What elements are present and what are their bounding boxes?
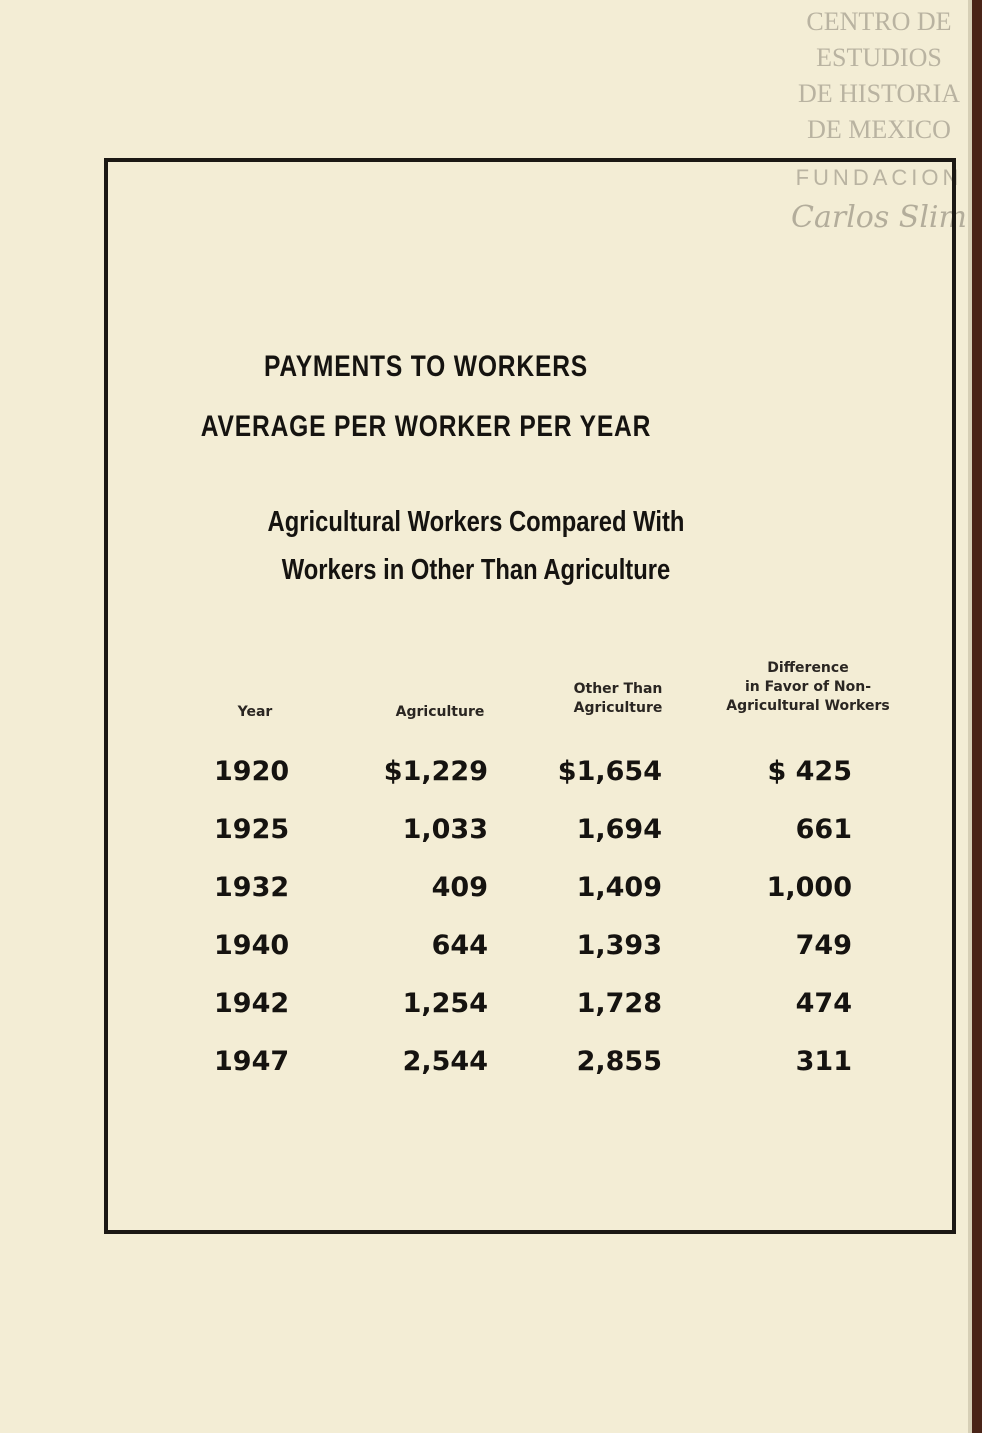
column-header-year: Year [237,704,273,720]
cell-year: 1920 [214,756,290,787]
watermark-line-3: DE HISTORIA [797,79,961,108]
watermark-line-1: CENTRO DE [806,7,952,36]
column-header-difference-line-1: Difference [767,660,849,676]
page-subtitle-line-2: Workers in Other Than Agriculture [281,554,671,586]
column-header-agriculture: Agriculture [395,704,485,720]
watermark-line-4: DE MEXICO [807,115,951,144]
cell-agriculture: 1,254 [402,988,488,1019]
column-header-other-line-2: Agriculture [573,700,663,716]
page-subtitle: Agricultural Workers Compared With [267,506,685,538]
cell-other: 1,728 [576,988,662,1019]
table-row [0,814,982,854]
column-header-difference [700,659,916,716]
table-row [0,988,982,1028]
cell-other: 2,855 [576,1046,662,1077]
column-header-difference-line-3: Agricultural Workers [726,698,890,714]
cell-year: 1942 [214,988,290,1019]
cell-difference: 749 [795,930,852,961]
cell-difference: 311 [795,1046,852,1077]
cell-other: 1,393 [576,930,662,961]
page-title-line-2: AVERAGE PER WORKER PER YEAR [200,410,652,443]
column-header-difference-line-2: in Favor of Non- [744,679,872,695]
cell-other: $1,654 [557,756,662,787]
table-row [0,872,982,912]
table-row [0,1046,982,1086]
cell-agriculture: 644 [431,930,488,961]
cell-other: 1,694 [576,814,662,845]
column-header-other-line-1: Other Than [573,681,663,697]
cell-difference: $ 425 [767,756,852,787]
cell-agriculture: 409 [431,872,488,903]
cell-year: 1940 [214,930,290,961]
column-header-other [548,680,688,718]
cell-agriculture: 1,033 [402,814,488,845]
cell-difference: 661 [795,814,852,845]
cell-year: 1947 [214,1046,290,1077]
cell-other: 1,409 [576,872,662,903]
cell-year: 1932 [214,872,290,903]
cell-difference: 1,000 [766,872,852,903]
cell-agriculture: 2,544 [402,1046,488,1077]
table-row [0,756,982,796]
watermark-line-2: ESTUDIOS [816,43,942,72]
watermark-foundation: FUNDACION [795,165,963,190]
cell-difference: 474 [795,988,852,1019]
watermark-signature: Carlos Slim [791,200,967,235]
cell-agriculture: $1,229 [383,756,488,787]
page-title: PAYMENTS TO WORKERS [263,350,589,383]
table-row [0,930,982,970]
cell-year: 1925 [214,814,290,845]
